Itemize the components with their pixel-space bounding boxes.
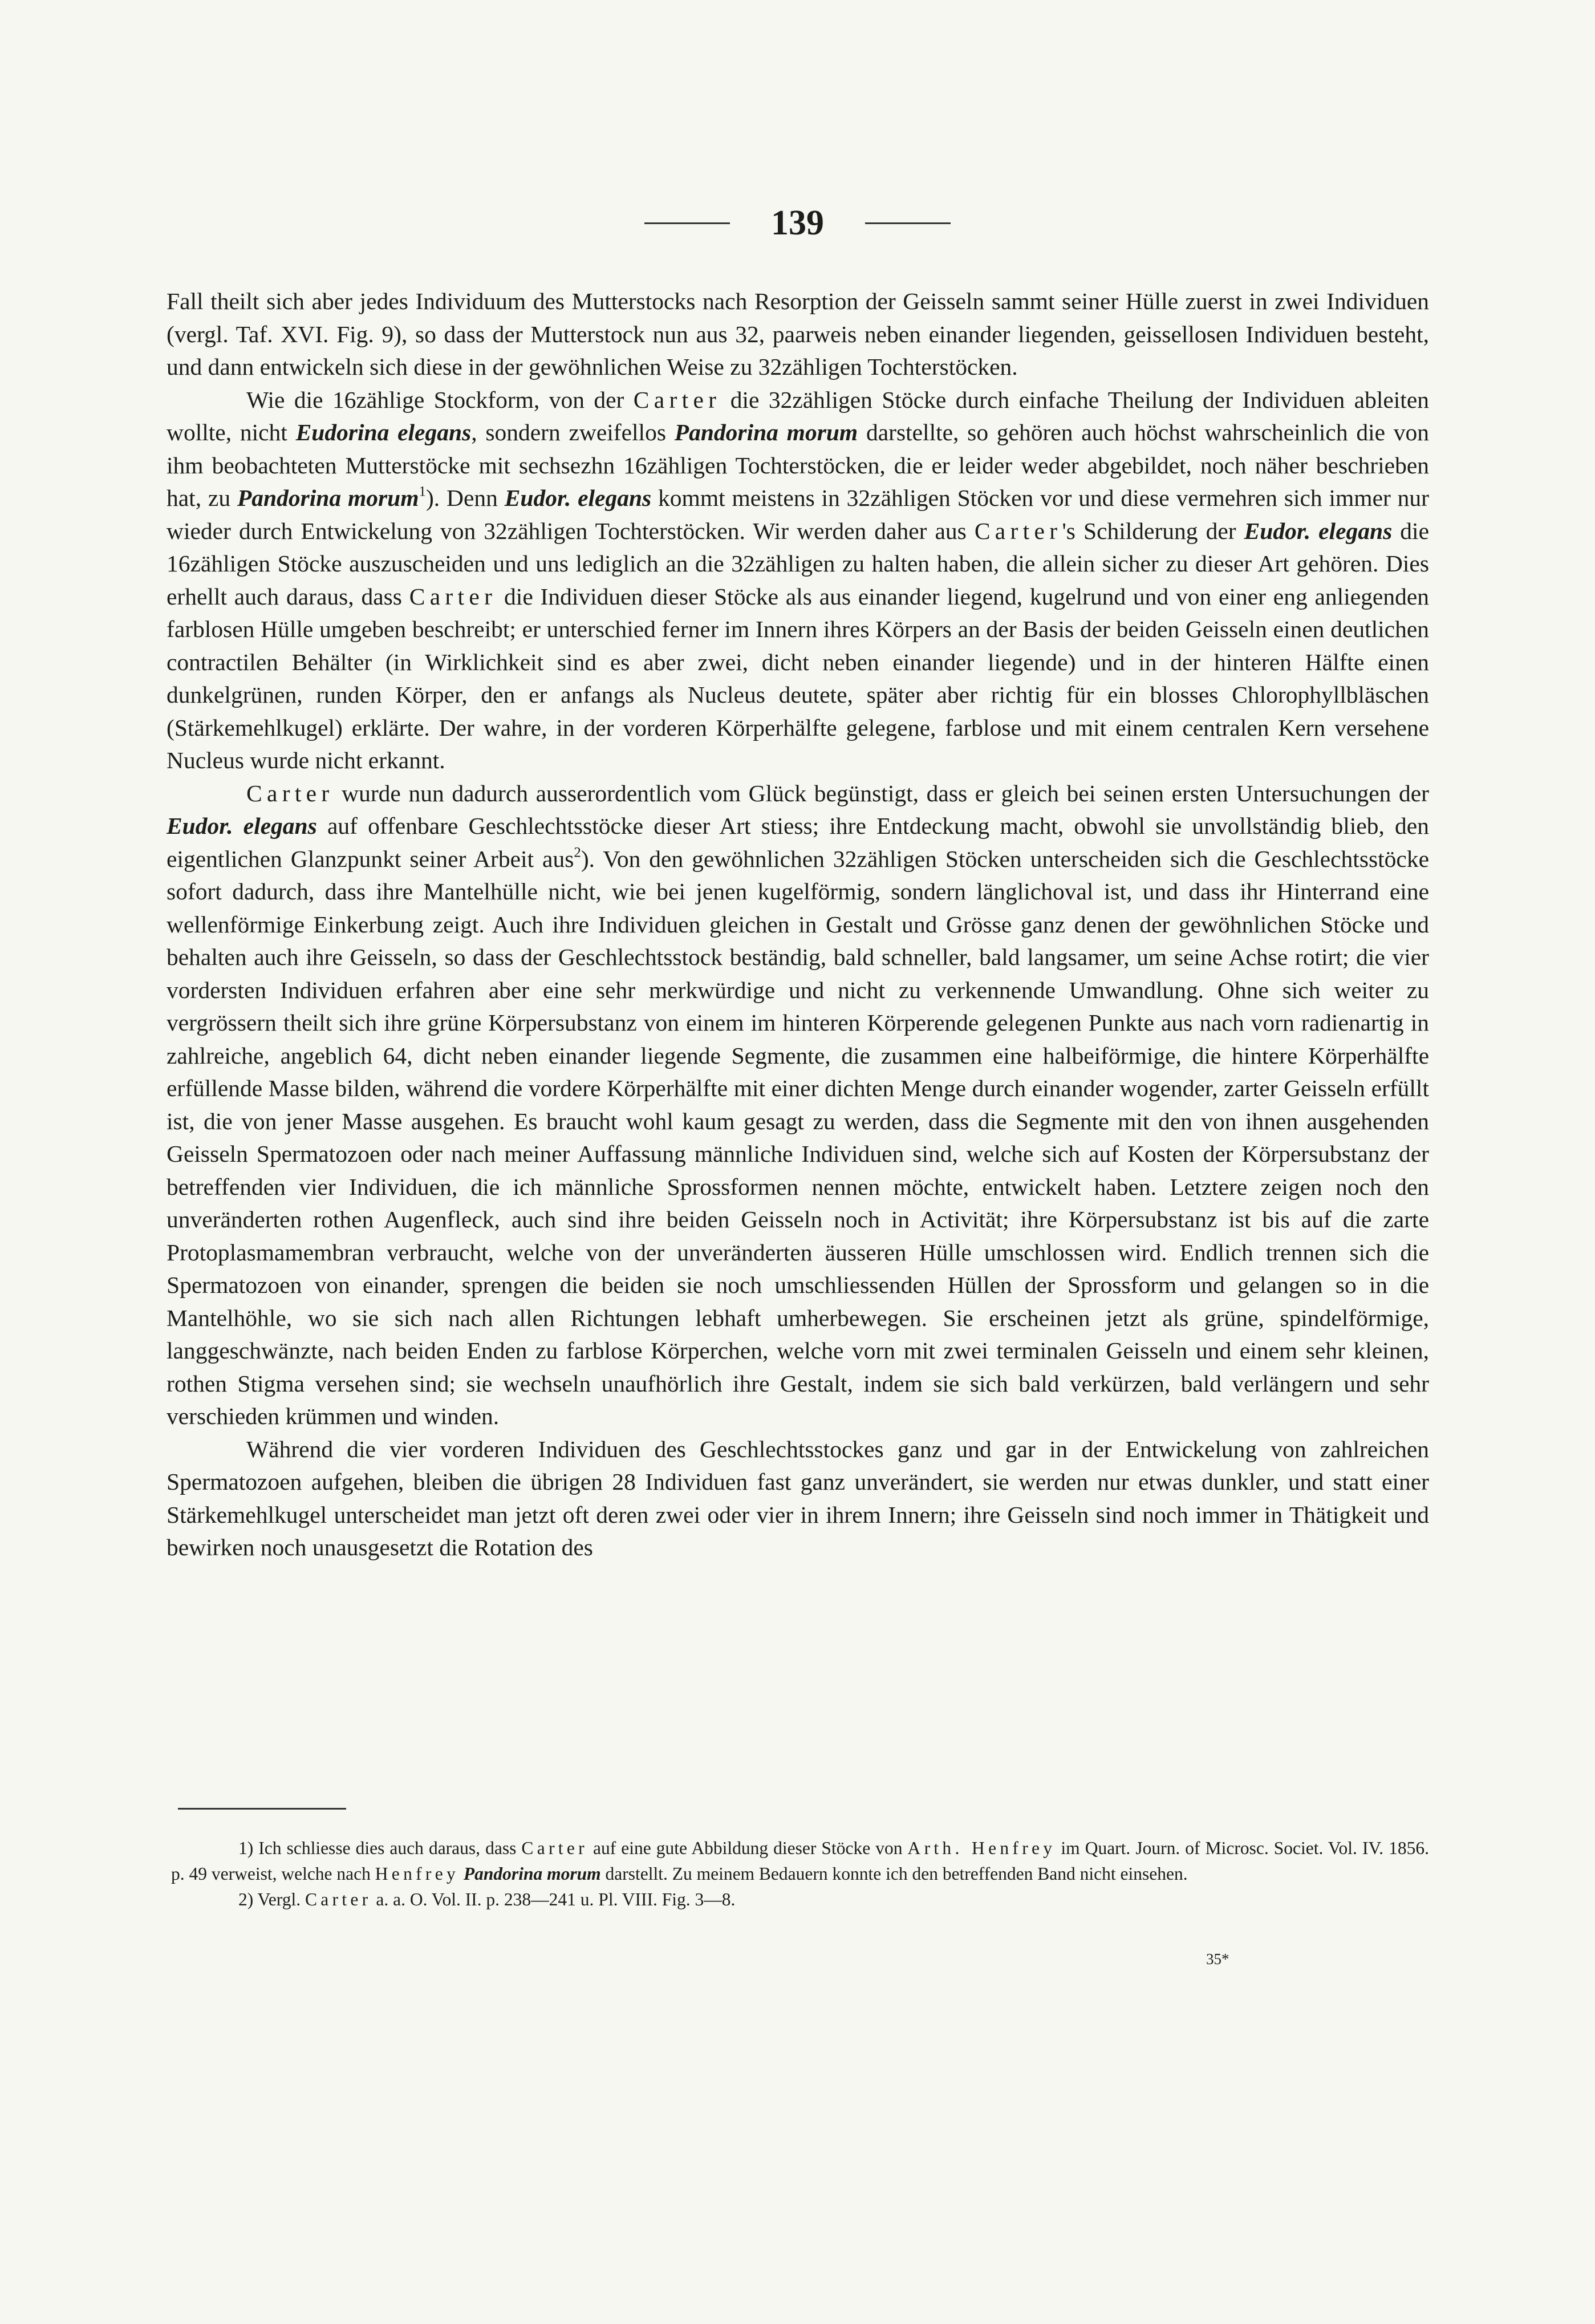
text-run: Fall theilt sich aber jedes Individuum des Mutterstocks nach Resorption der Geisseln sammt seiner Hülle zuerst in zwei Individuen (vergl. Taf. XVI. Fig. 9), so dass der Mutterstock nun aus 32, paarweis neben einander liegenden, geissellosen Individuen besteht, und dann entwickeln sich diese in der gewöhnlichen Weise zu 32zähligen Tochterstöcken. <box>167 288 1429 380</box>
text-run: Während die vier vorderen Individuen des Geschlechtsstockes ganz und gar in der Entwickelung von zahlreichen Spermatozoen aufgehen, bleiben die übrigen 28 Individuen fast ganz unverändert, sie werden nur etwas dunkler, und statt einer Stärkemehlkugel unterscheidet man jetzt oft deren zwei oder vier in ihrem Innern; ihre Geisseln sind noch immer in Thätigkeit und bewirken noch unausgesetzt die Rotation des <box>167 1435 1429 1560</box>
page-number: 139 <box>771 204 824 242</box>
paragraph <box>167 384 1429 777</box>
author-name: Carter <box>246 780 334 806</box>
body-text <box>167 285 1429 1564</box>
author-name: Arth. Henfrey <box>907 1838 1056 1858</box>
text-run: darstellt. Zu meinem Bedauern konnte ich den betreffenden Band nicht einsehen. <box>600 1864 1188 1884</box>
signature-mark: 35* <box>1206 1950 1229 1968</box>
author-name: Carter <box>305 1889 372 1909</box>
footnote-rule <box>178 1808 346 1810</box>
text-run: im Quart. Journ. of Microsc. Societ. Vol. IV. 1856. p. 49 verweist, welche nach <box>171 1838 1429 1884</box>
text-run: ). Von den gewöhnlichen 32zähligen Stöcken unterscheiden sich die Geschlechtsstöcke sofort dadurch, dass ihre Mantelhülle nicht, wie bei jenen kugelförmig, sondern länglichoval ist, und dass ihr Hinterrand eine wellenförmige Einkerbung zeigt. Auch ihre Individuen gleichen in Gestalt und Grösse ganz denen der gewöhnlichen Stöcke und behalten auch ihre Geisseln, so dass der Geschlechtsstock beständig, bald schneller, bald langsamer, um seine Achse rotirt; die vier vordersten Individuen erfahren aber eine sehr merkwürdige und nicht zu verkennende Umwandlung. Ohne sich weiter zu vergrössern theilt sich ihre grüne Körpersubstanz von einem im hinteren Körperende gelegenen Punkte aus nach vorn radienartig in zahlreiche, angeblich 64, dicht neben einander liegende Segmente, die zusammen eine halbeiförmige, die hintere Körperhälfte erfüllende Masse bilden, während die vordere Körperhälfte mit einer dichten Menge durch einander wogender, zarter Geisseln erfüllt ist, die von jener Masse ausgehen. Es braucht wohl kaum gesagt zu werden, dass die Segmente mit den von ihnen ausgehenden Geisseln Spermatozoen oder nach meiner Auffassung männliche Individuen sind, welche sich auf Kosten der Körpersubstanz der betreffenden vier Individuen, die ich männliche Sprossformen nennen möchte, entwickelt haben. Letztere zeigen noch den unveränderten rothen Augenfleck, auch sind ihre beiden Geisseln noch in Activität; ihre Körpersubstanz ist bis auf die zarte Protoplasmamembran verbraucht, welche von der unveränderten äusseren Hülle umschlossen wird. Endlich trennen sich die Spermatozoen von einander, sprengen die beiden sie noch umschliessenden Hüllen der Sprossform und gelangen so in die Mantelhöhle, wo sie sich nach allen Richtungen lebhaft umherbewegen. Sie erscheinen jetzt als grüne, spindelförmige, langgeschwänzte, nach beiden Enden zu farblose Körperchen, welche vorn mit zwei terminalen Geisseln und einem sehr kleinen, rothen Stigma versehen sind; sie wechseln unaufhörlich ihre Gestalt, indem sie sich bald verkürzen, bald verlängern und sehr verschieden krümmen und winden. <box>167 845 1429 1429</box>
author-name: Carter <box>409 583 497 610</box>
italic-term: Pandorina morum <box>463 1864 601 1884</box>
text-run: darstellte, so gehören auch höchst wahrscheinlich die von ihm beobachteten Mutterstöcke mit sechsezhn 16zähligen Tochterstöcken, die er leider weder abgebildet, noch näher beschrieben hat, zu <box>167 419 1430 511</box>
text-run: die Individuen dieser Stöcke als aus einander liegend, kugelrund und von einer eng anliegenden farblosen Hülle umgeben beschreibt; er unterschied ferner im Innern ihres Körpers an der Basis der beiden Geisseln einen deutlichen contractilen Behälter (in Wirklichkeit sind es aber zwei, dicht neben einander liegende) und in der hinteren Hälfte einen dunkelgrünen, runden Körper, den er anfangs als Nucleus deutete, später aber richtig für ein blosses Chlorophyllbläschen (Stärkemehlkugel) erklärte. Der wahre, in der vorderen Körperhälfte gelegene, farblose und mit einem centralen Kern versehene Nucleus wurde nicht erkannt. <box>167 583 1429 773</box>
footnote <box>171 1835 1429 1887</box>
text-run: 2) Vergl. <box>238 1889 305 1909</box>
footnote-ref: 2 <box>574 845 581 861</box>
paragraph <box>167 777 1429 1433</box>
italic-term: Eudor. elegans <box>167 813 317 839</box>
paragraph <box>167 285 1429 384</box>
italic-term: Pandorina morum <box>237 485 419 511</box>
footnote-ref: 1 <box>419 484 426 500</box>
header-rule-left <box>644 222 730 224</box>
text-run: die 16zähligen Stöcke auszuscheiden und uns lediglich an die 32zähligen zu halten haben, die allein sicher zu dieser Art gehören. Dies erhellt auch daraus, dass <box>167 517 1429 610</box>
text-run: die 32zähligen Stöcke durch einfache Theilung der Individuen ableiten wollte, nicht <box>167 386 1429 445</box>
text-run: 1) Ich schliesse dies auch daraus, dass <box>238 1838 522 1858</box>
footnotes <box>171 1835 1429 1912</box>
footnote <box>171 1887 1429 1912</box>
author-name: Henfrey <box>375 1864 460 1884</box>
author-name: Carter <box>633 386 721 413</box>
italic-term: Eudor. elegans <box>1244 517 1393 544</box>
italic-term: Eudorina elegans <box>295 419 472 445</box>
text-run: a. a. O. Vol. II. p. 238—241 u. Pl. VIII. Fig. 3—8. <box>371 1889 736 1909</box>
text-run: , sondern zweifellos <box>471 419 675 445</box>
text-run: wurde nun dadurch ausserordentlich vom Glück begünstigt, dass er gleich bei seinen ersten Untersuchungen der <box>334 780 1429 806</box>
author-name: Carter <box>521 1838 588 1858</box>
italic-term: Pandorina morum <box>674 419 858 445</box>
text-run: Wie die 16zählige Stockform, von der <box>246 386 634 413</box>
paragraph <box>167 1433 1429 1564</box>
text-run: 's Schilderung der <box>1062 517 1244 544</box>
page-header <box>0 205 1595 241</box>
text-run: ). Denn <box>425 485 505 511</box>
text-run <box>459 1864 464 1884</box>
text-run: auf eine gute Abbildung dieser Stöcke von <box>587 1838 908 1858</box>
text-run: kommt meistens in 32zähligen Stöcken vor und diese vermehren sich immer nur wieder durch Entwickelung von 32zähligen Tochterstöcken. Wir werden daher aus <box>167 485 1429 544</box>
text-run: auf offenbare Geschlechtsstöcke dieser Art stiess; ihre Entdeckung macht, obwohl sie unvollständig blieb, den eigentlichen Glanzpunkt seiner Arbeit aus <box>167 813 1429 872</box>
header-rule-right <box>865 222 951 224</box>
author-name: Carter <box>974 517 1062 544</box>
italic-term: Eudor. elegans <box>504 485 652 511</box>
